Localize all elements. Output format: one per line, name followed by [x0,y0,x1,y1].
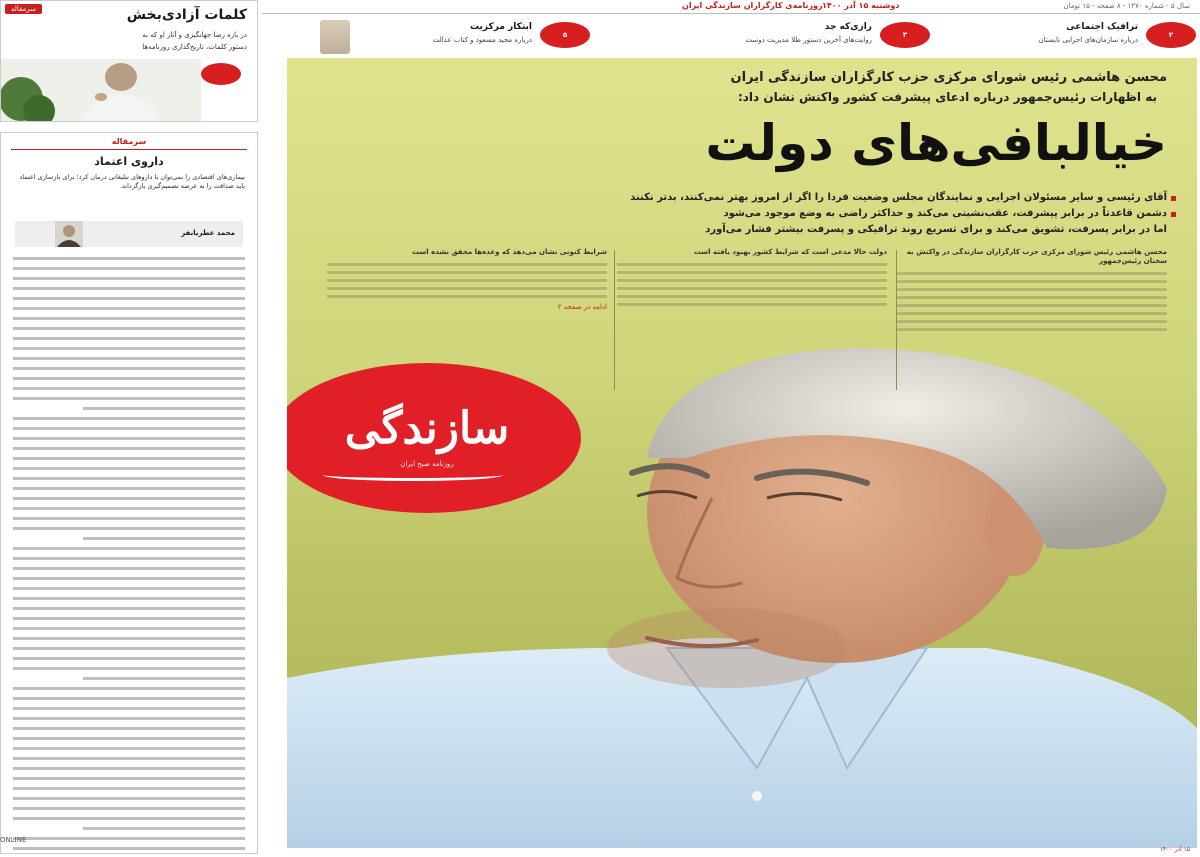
logo-tagline: روزنامه صبح ایران [400,459,454,468]
summary-bullet: اما در برابر پسرفت، تشویق می‌کند و برای تسریع روند ترافیکی و پسرفت بیشتر فشار می‌آورد [705,224,1167,235]
summary-bullet: آقای رئیسی و سایر مسئولان اجرایی و نمایندگان مجلس وضعیت فردا را اگر از امروز بهتر نمی‌کنند، بدتر نکنند [630,192,1167,203]
summary-bullet: دشمن قاعدتاً در برابر پیشرفت، عقب‌نشینی می‌کند و حداکثر راضی به وضع موجود می‌شود [723,208,1167,219]
kicker-line: به اظهارات رئیس‌جمهور درباره ادعای پیشرفت کشور واکنش نشان داد: [737,90,1157,104]
sidebar-article[interactable] [0,132,258,854]
masthead-tagline: روزنامه‌ی کارگزاران سازندگی ایران [682,1,823,10]
teaser-sub: درباره مجید مسعود و کتاب عدالت [432,36,532,44]
sidebar-editorial-box[interactable] [0,0,258,122]
footer-date: ۱۵ آذر ۱۴۰۰ [1159,846,1190,853]
sidebar-photo [1,59,201,122]
sidebar-sub: دستور کلمات، تاریخ‌گذاری روزنامه‌ها [142,43,247,51]
column-divider [896,250,897,390]
author-box [15,221,243,247]
section-label: سرمقاله [111,137,147,146]
headline[interactable]: خیالبافی‌های دولت [705,114,1167,172]
front-page-lead-story[interactable] [287,58,1197,848]
masthead-issue: دوشنبه ۱۵ آذر ۱۴۰۰ [822,1,900,10]
logo-wordmark: سازندگی [344,402,510,454]
teaser-item[interactable] [900,18,1200,56]
teaser-badge: ۲ [1146,22,1196,48]
article-lede: بیماری‌های اقتصادی را نمی‌توان با داروهای تبلیغاتی درمان کرد؛ برای بازسازی اعتماد باید صداقت را به عرصه تصمیم‌گیری بازگرداند. [19,173,245,190]
column-heading: محسن هاشمی رئیس شورای مرکزی حزب کارگزاران سازندگی در واکنش به سخنان رئیس‌جمهور [906,248,1167,265]
teaser-item[interactable] [630,18,930,56]
sidebar-badge [201,63,241,85]
author-name: محمد عطریانفر [181,229,235,237]
author-avatar [55,221,83,247]
story-column [617,248,887,398]
kicker-line: محسن هاشمی رئیس شورای مرکزی حزب کارگزاران سازندگی ایران [730,70,1167,85]
teaser-title: ابتکار مرکزیت [470,22,532,32]
footer-watermark: ONLINE [0,836,27,844]
sidebar-label: سرمقاله [5,4,42,14]
divider [11,149,247,150]
teaser-item[interactable] [290,18,590,56]
sidebar-sub: در باره رضا جهانگیری و آثار او که به [142,31,247,39]
article-body-text [13,257,245,833]
teaser-row [262,16,1200,56]
article-title: داروی اعتماد [94,155,164,168]
masthead-strip [262,0,1200,14]
column-heading: شرایط کنونی نشان می‌دهد که وعده‌ها محقق نشده است [412,248,607,256]
teaser-badge: ۵ [540,22,590,48]
continue-link[interactable]: ادامه در صفحه ۲ [557,303,607,311]
sazandegi-logo [287,363,581,513]
teaser-badge: ۳ [880,22,930,48]
column-divider [614,250,615,390]
story-column [897,248,1167,398]
column-heading: دولت حالا مدعی است که شرایط کشور بهبود یافته است [693,248,887,256]
logo-swash [323,469,503,481]
teaser-sub: روایت‌های آخرین دستور طلا مدیریت دوست [745,36,872,44]
teaser-title: ترافیک اجتماعی [1066,22,1138,32]
sidebar-title: کلمات آزادی‌بخش [126,7,247,23]
teaser-title: رازی‌که جد [824,22,872,32]
teaser-thumbnail [320,20,350,54]
masthead-date: سال ۵ - شماره ۱۲۷۰ - ۸ صفحه - ۱۵ تومان [1063,2,1190,10]
teaser-sub: درباره سازمان‌های اجرایی تابستان [1038,36,1138,44]
